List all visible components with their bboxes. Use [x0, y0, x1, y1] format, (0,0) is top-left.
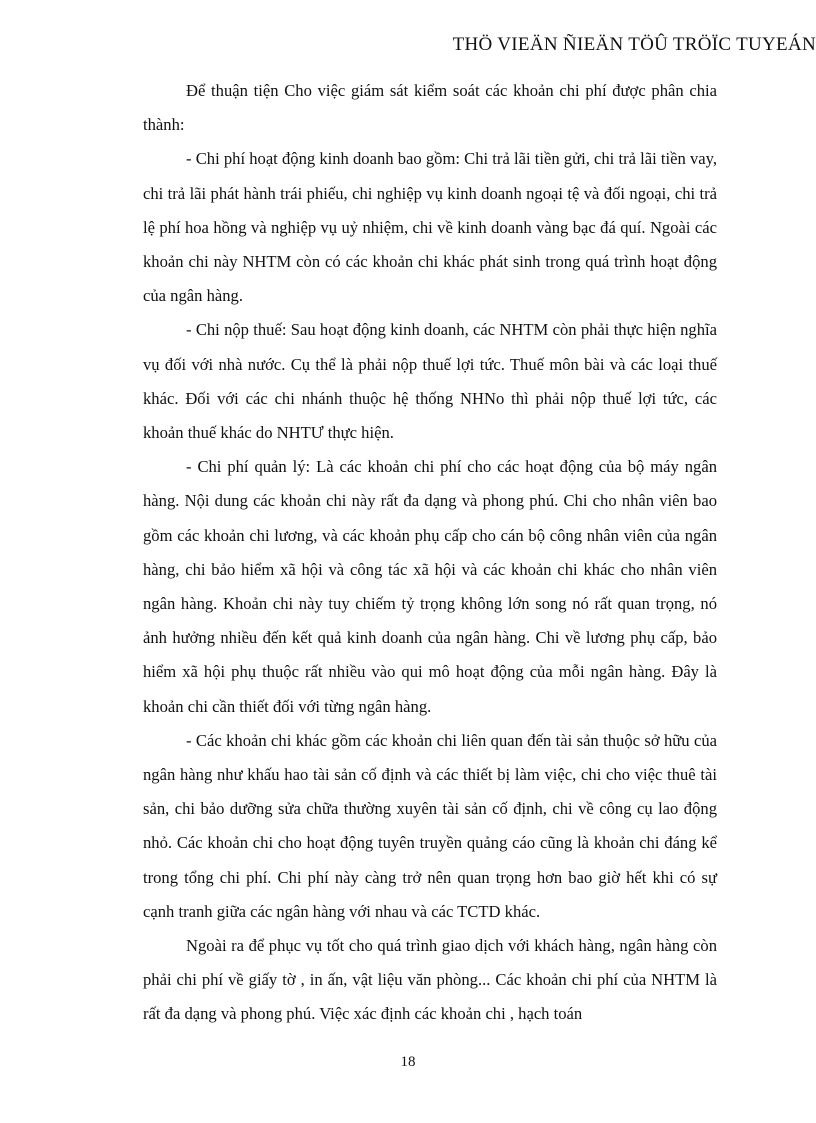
paragraph-management-costs: - Chi phí quản lý: Là các khoản chi phí cho các hoạt động của bộ máy ngân hàng. Nội dung các khoản chi này rất đa dạng và phong phú. Chi cho nhân viên bao gồm các khoản chi lương, và các khoản phụ cấp cho cán bộ công nhân viên của ngân hàng, chi bảo hiểm xã hội và công tác xã hội và các khoản chi khác cho nhân viên ngân hàng. Khoản chi này tuy chiếm tỷ trọng không lớn song nó rất quan trọng, nó ảnh hưởng nhiều đến kết quả kinh doanh của ngân hàng. Chi về lương phụ cấp, bảo hiểm xã hội phụ thuộc rất nhiều vào qui mô hoạt động của mỗi ngân hàng. Đây là khoản chi cần thiết đối với từng ngân hàng. — [143, 457, 717, 716]
library-header: THÖ VIEÄN ÑIEÄN TÖÛ TRÖÏC TUYEÁN — [452, 34, 816, 55]
paragraph-tax: - Chi nộp thuế: Sau hoạt động kinh doanh, các NHTM còn phải thực hiện nghĩa vụ đối với nhà nước. Cụ thể là phải nộp thuế lợi tức. Thuế môn bài và các loại thuế khác. Đối với các chi nhánh thuộc hệ thống NHNo thì phải nộp thuế lợi tức, các khoản thuế khác do NHTƯ thực hiện. — [143, 320, 717, 443]
page-number: 18 — [400, 1054, 416, 1070]
paragraph-additional: Ngoài ra để phục vụ tốt cho quá trình giao dịch với khách hàng, ngân hàng còn phải chi phí về giấy tờ , in ấn, vật liệu văn phòng... Các khoản chi phí của NHTM là rất đa dạng và phong phú. Việc xác định các khoản chi , hạch toán — [143, 936, 717, 1024]
paragraph-intro: Để thuận tiện Cho việc giám sát kiểm soát các khoản chi phí được phân chia thành: — [143, 81, 717, 135]
document-body — [143, 74, 717, 1032]
paragraph-other-costs: - Các khoản chi khác gồm các khoản chi liên quan đến tài sản thuộc sở hữu của ngân hàng như khấu hao tài sản cố định và các thiết bị làm việc, chi cho việc thuê tài sản, chi bảo dưỡng sửa chữa thường xuyên tài sản cố định, chi về công cụ lao động nhỏ. Các khoản chi cho hoạt động tuyên truyền quảng cáo cũng là khoản chi đáng kể trong tổng chi phí. Chi phí này càng trở nên quan trọng hơn bao giờ hết khi có sự cạnh tranh giữa các ngân hàng với nhau và các TCTD khác. — [143, 730, 717, 921]
paragraph-operating-costs: - Chi phí hoạt động kinh doanh bao gồm: Chi trả lãi tiền gửi, chi trả lãi tiền vay, chi trả lãi phát hành trái phiếu, chi nghiệp vụ kinh doanh ngoại tệ và đối ngoại, chi trả lệ phí hoa hồng và nghiệp vụ uỷ nhiệm, chi về kinh doanh vàng bạc đá quí. Ngoài các khoản chi này NHTM còn có các khoản chi khác phát sinh trong quá trình hoạt động của ngân hàng. — [143, 149, 717, 306]
